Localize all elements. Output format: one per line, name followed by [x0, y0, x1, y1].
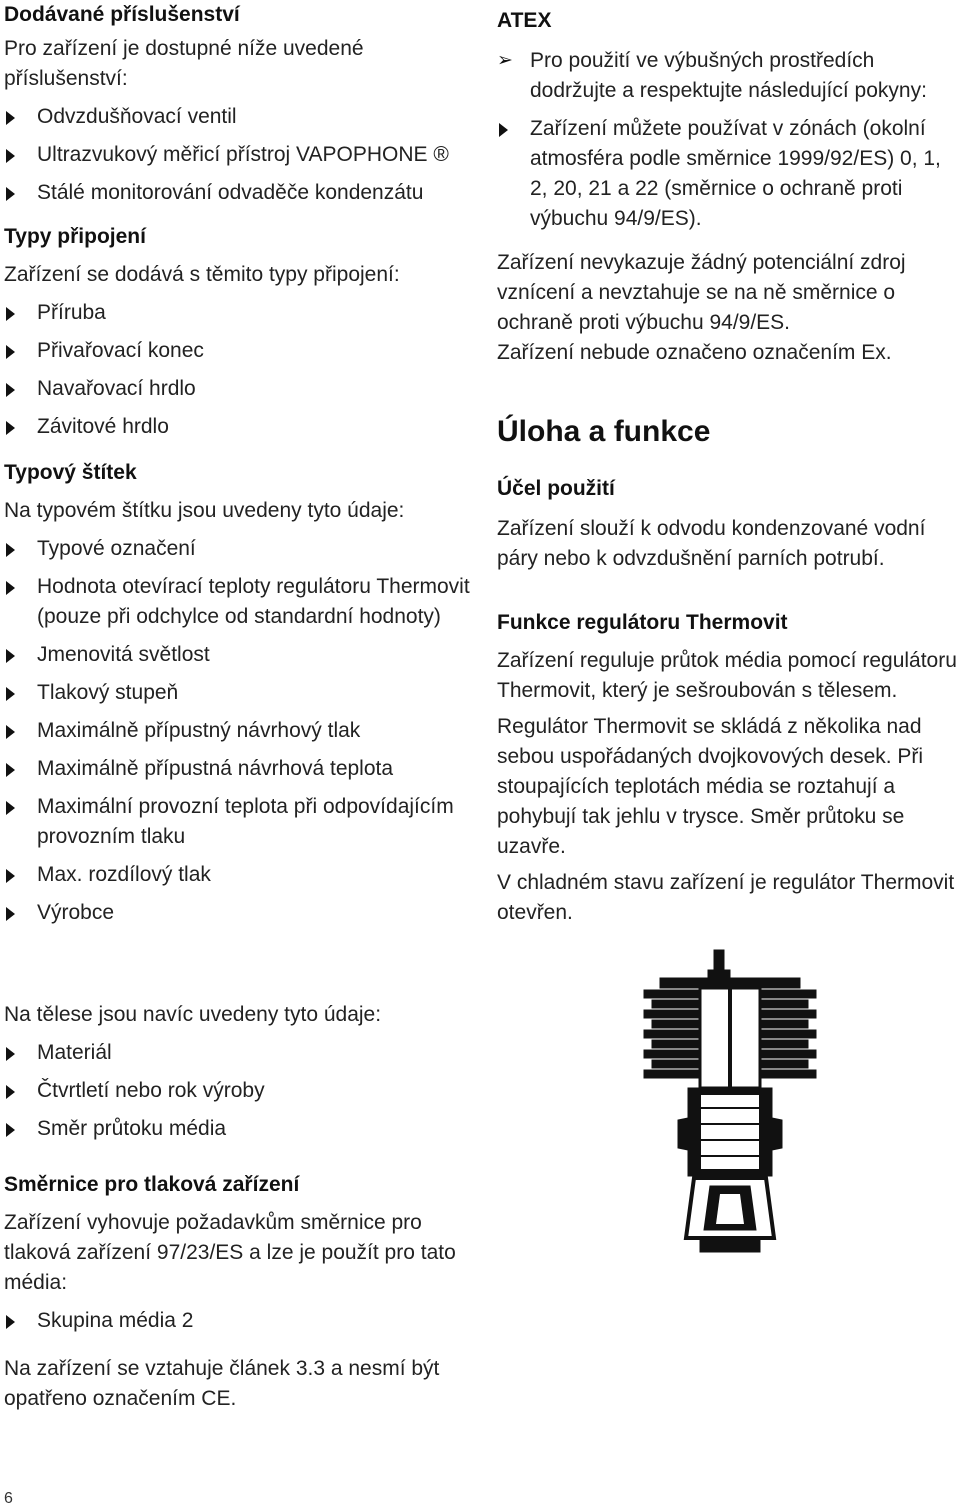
- list-item: Maximálně přípustný návrhový tlak: [4, 716, 474, 746]
- pressure-list: [4, 1306, 474, 1336]
- bullet-icon: [6, 581, 15, 595]
- body-info-list: [4, 1038, 474, 1144]
- page-number: 6: [4, 1490, 13, 1507]
- bullet-icon: [6, 649, 15, 663]
- list-item: Závitové hrdlo: [4, 412, 474, 442]
- function-title: Úloha a funkce: [497, 415, 711, 448]
- purpose-heading: Účel použití: [497, 477, 615, 500]
- pressure-text: Zařízení vyhovuje požadavkům směrnice pro tlaková zařízení 97/23/ES a lze je použít pro tato média:: [4, 1211, 456, 1294]
- left-column: [4, 0, 474, 936]
- list-item: Hodnota otevírací teploty regulátoru Thermovit (pouze při odchylce od standardní hodnoty): [4, 572, 474, 632]
- bullet-icon: [6, 383, 15, 397]
- list-item: Stálé monitorování odvaděče kondenzátu: [4, 178, 474, 208]
- list-item: Maximálně přípustná návrhová teplota: [4, 754, 474, 784]
- accessories-heading: Dodávané příslušenství: [4, 3, 240, 26]
- bullet-icon: [499, 123, 508, 137]
- bullet-icon: [6, 725, 15, 739]
- nameplate-intro: Na typovém štítku jsou uvedeny tyto údaje:: [4, 499, 405, 522]
- connections-intro: Zařízení se dodává s těmito typy připojení:: [4, 263, 400, 286]
- bullet-icon: [6, 763, 15, 777]
- bullet-icon: [6, 345, 15, 359]
- bullet-icon: [6, 187, 15, 201]
- list-item: Maximální provozní teplota při odpovídajícím provozním tlaku: [4, 792, 474, 852]
- list-item: Příruba: [4, 298, 474, 328]
- atex-heading: ATEX: [497, 9, 552, 32]
- accessories-list: [4, 102, 474, 208]
- connections-heading: Typy připojení: [4, 225, 146, 248]
- list-item: Čtvrtletí nebo rok výroby: [4, 1076, 474, 1106]
- right-column: [497, 6, 959, 928]
- bullet-icon: [6, 1085, 15, 1099]
- list-item: Směr průtoku média: [4, 1114, 474, 1144]
- list-item: Přivařovací konec: [4, 336, 474, 366]
- bullet-icon: [6, 1315, 15, 1329]
- list-item: Odvzdušňovací ventil: [4, 102, 474, 132]
- purpose-text: Zařízení slouží k odvodu kondenzované vodní páry nebo k odvzdušnění parních potrubí.: [497, 517, 926, 570]
- list-item: Typové označení: [4, 534, 474, 564]
- bullet-icon: [6, 111, 15, 125]
- bullet-icon: [6, 687, 15, 701]
- list-item: Max. rozdílový tlak: [4, 860, 474, 890]
- list-item: ➢ Pro použití ve výbušných prostředích dodržujte a respektujte následující pokyny:: [497, 46, 959, 106]
- thermovit-p2: Regulátor Thermovit se skládá z několika nad sebou uspořádaných dvojkovových desek. Při stoupajících teplotách média se roztahují a pohybují tak jehlu v trysce. Směr průtoku se uzavře.: [497, 715, 924, 858]
- bullet-icon: [6, 1047, 15, 1061]
- nameplate-heading: Typový štítek: [4, 461, 137, 484]
- bullet-icon: [6, 149, 15, 163]
- list-item: Tlakový stupeň: [4, 678, 474, 708]
- bullet-icon: [6, 869, 15, 883]
- list-item: Zařízení můžete používat v zónách (okolní atmosféra podle směrnice 1999/92/ES) 0, 1, 2, 20, 21 a 22 (směrnice o ochraně proti výbuchu 94/9/ES).: [497, 114, 959, 234]
- atex-text-1: Zařízení nevykazuje žádný potenciální zdroj vznícení a nevztahuje se na ně směrnice o ochraně proti výbuchu 94/9/ES.: [497, 251, 906, 334]
- pressure-note: Na zařízení se vztahuje článek 3.3 a nesmí být opatřeno označením CE.: [4, 1357, 440, 1410]
- list-item: Ultrazvukový měřicí přístroj VAPOPHONE ®: [4, 140, 474, 170]
- connections-list: [4, 298, 474, 442]
- bullet-icon: [6, 907, 15, 921]
- list-item: Materiál: [4, 1038, 474, 1068]
- nameplate-list: [4, 534, 474, 928]
- list-item: Navařovací hrdlo: [4, 374, 474, 404]
- thermovit-p3: V chladném stavu zařízení je regulátor Thermovit otevřen.: [497, 871, 955, 924]
- bullet-icon: [6, 543, 15, 557]
- list-item: Jmenovitá světlost: [4, 640, 474, 670]
- list-item: Výrobce: [4, 898, 474, 928]
- pressure-heading: Směrnice pro tlaková zařízení: [4, 1173, 300, 1196]
- accessories-intro: Pro zařízení je dostupné níže uvedené příslušenství:: [4, 37, 364, 90]
- bullet-icon: [6, 307, 15, 321]
- arrow-icon: ➢: [497, 50, 513, 71]
- list-item: Skupina média 2: [4, 1306, 474, 1336]
- thermovit-p1: Zařízení reguluje průtok média pomocí regulátoru Thermovit, který je sešroubován s tělesem.: [497, 649, 957, 702]
- atex-list: [497, 46, 959, 234]
- thermovit-heading: Funkce regulátoru Thermovit: [497, 611, 788, 634]
- bullet-icon: [6, 1123, 15, 1137]
- bullet-icon: [6, 421, 15, 435]
- bullet-icon: [6, 801, 15, 815]
- left-column-lower: [4, 1000, 474, 1414]
- body-info-intro: Na tělese jsou navíc uvedeny tyto údaje:: [4, 1003, 382, 1026]
- thermovit-regulator-drawing: [640, 948, 820, 1258]
- atex-text-2: Zařízení nebude označeno označením Ex.: [497, 341, 892, 364]
